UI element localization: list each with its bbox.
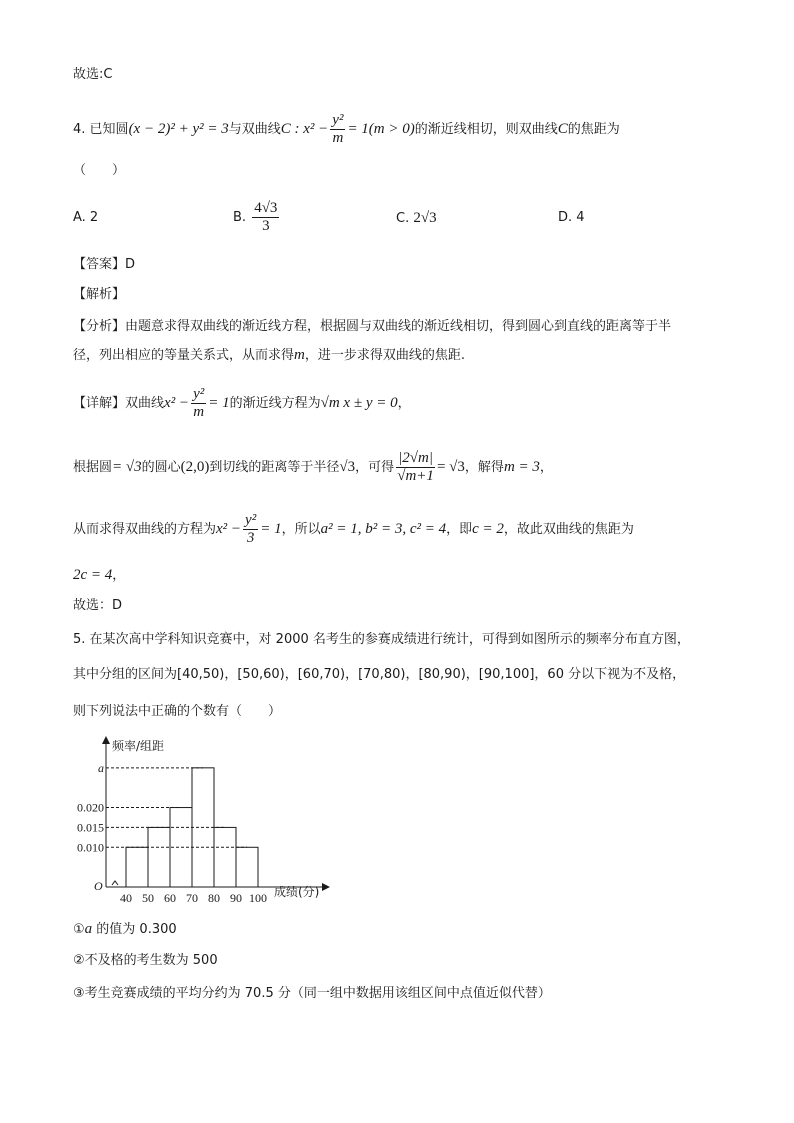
xj1-asymptote: √m x ± y = 0 bbox=[320, 395, 398, 411]
xj2-text-f: ， bbox=[539, 460, 553, 475]
x-tick-labels bbox=[120, 891, 267, 905]
xj2-text-d: ，可得 bbox=[355, 460, 395, 475]
q4-frac-num: y² bbox=[332, 112, 344, 128]
stmt1-text: 的值为 0.300 bbox=[92, 922, 177, 937]
q5-line-2: 其中分组的区间为[40,50)，[50,60)，[60,70)，[70,80)，[80,90)，[90,100]，60 分以下视为不及格， bbox=[73, 667, 686, 682]
xj2-eq-result: = √3 bbox=[436, 459, 465, 475]
xj3-values: a² = 1, b² = 3, c² = 4 bbox=[320, 521, 447, 537]
q5-statement-1 bbox=[73, 920, 177, 939]
y-tick-labels bbox=[77, 761, 104, 854]
q4-option-b-num: 4√3 bbox=[254, 200, 278, 216]
q5-line-3: 则下列说法中正确的个数有（ ） bbox=[73, 704, 282, 719]
xj1-eq-tail: = 1 bbox=[208, 395, 230, 411]
xj3-num: y² bbox=[245, 512, 257, 528]
q4-option-c-value: 2√3 bbox=[413, 210, 437, 226]
histogram-bars bbox=[126, 768, 258, 887]
y-tick-label-0: 0.010 bbox=[77, 840, 104, 855]
q4-option-b bbox=[233, 200, 281, 235]
axis-break-mark bbox=[112, 881, 118, 885]
xj1-eq: x² − bbox=[164, 395, 190, 411]
y-axis-label: 频率/组距 bbox=[112, 739, 165, 753]
xj2-m-value: m = 3 bbox=[503, 459, 540, 475]
y-tick-label-1: 0.015 bbox=[77, 820, 104, 835]
q4-number: 4. bbox=[73, 122, 86, 137]
q4-final-answer: 故选：D bbox=[73, 598, 123, 613]
y-tick-label-2: 0.020 bbox=[77, 800, 104, 815]
q4-fraction bbox=[330, 112, 345, 147]
fenxi-m: m bbox=[294, 347, 305, 363]
fenxi-line-2 bbox=[73, 346, 465, 365]
fenxi-tag: 【分析】 bbox=[73, 319, 126, 334]
xj3-eq-tail: = 1 bbox=[260, 521, 282, 537]
xj3-fraction bbox=[243, 512, 258, 547]
fenxi-text-2b: ，进一步求得双曲线的焦距. bbox=[304, 348, 465, 363]
bar-[90,100] bbox=[236, 847, 258, 887]
xj2-text-c: 到切线的距离等于半径 bbox=[209, 460, 340, 475]
x-tick-label-70: 70 bbox=[186, 891, 198, 905]
q4-stem-d: 的焦距为 bbox=[567, 122, 620, 137]
xiangjie-line-4 bbox=[73, 566, 125, 585]
fenxi-text-2a: 径，列出相应的等量关系式，从而求得 bbox=[73, 348, 295, 363]
x-tick-label-50: 50 bbox=[142, 891, 154, 905]
xj2-text-b: 的圆心 bbox=[141, 460, 181, 475]
xiangjie-line-2 bbox=[73, 450, 553, 485]
fenxi-line-1 bbox=[73, 318, 671, 336]
q4-option-b-fraction bbox=[252, 200, 279, 235]
prev-answer-line: 故选:C bbox=[73, 67, 113, 82]
frequency-histogram bbox=[68, 734, 348, 910]
bar-[50,60) bbox=[148, 827, 170, 887]
x-tick-label-40: 40 bbox=[120, 891, 132, 905]
xj3-eq: x² − bbox=[216, 521, 242, 537]
stmt1-marker: ① bbox=[73, 922, 85, 937]
xj3-text-a: 从而求得双曲线的方程为 bbox=[73, 522, 217, 537]
q4-c-label: C bbox=[557, 121, 568, 137]
bar-[80,90) bbox=[214, 827, 236, 887]
xj3-text-b: ，所以 bbox=[281, 522, 321, 537]
xj3-text-d: ，故此双曲线的焦距为 bbox=[503, 522, 634, 537]
q4-option-b-label: B. bbox=[233, 210, 247, 225]
xiangjie-line-3 bbox=[73, 512, 634, 547]
xj2-num: |2√m| bbox=[398, 450, 433, 466]
origin-label: O bbox=[94, 879, 103, 893]
q4-options bbox=[73, 200, 713, 242]
xj1-den: m bbox=[193, 404, 205, 420]
q4-option-a: A. 2 bbox=[73, 210, 99, 225]
q4-stem bbox=[73, 112, 620, 147]
xj2-center: (2,0) bbox=[180, 459, 210, 475]
xj3-text-c: ，即 bbox=[446, 522, 473, 537]
q4-frac-den: m bbox=[332, 130, 344, 146]
y-tick-label-3: a bbox=[98, 760, 104, 775]
xj2-eq: = √3 bbox=[112, 459, 142, 475]
xj3-c-value: c = 2 bbox=[472, 521, 504, 537]
x-tick-label-90: 90 bbox=[230, 891, 242, 905]
fenxi-text-1: 由题意求得双曲线的渐近线方程，根据圆与双曲线的渐近线相切，得到圆心到直线的距离等于半 bbox=[125, 319, 672, 334]
x-tick-label-60: 60 bbox=[164, 891, 176, 905]
xj1-text-a: 双曲线 bbox=[125, 396, 165, 411]
xiangjie-line-1 bbox=[73, 386, 411, 421]
q4-circle-eq: (x − 2)² + y² = 3 bbox=[128, 121, 229, 137]
q5-statement-3: ③考生竞赛成绩的平均分约为 70.5 分（同一组中数据用该组区间中点值近似代替） bbox=[73, 986, 551, 1001]
q4-hyperbola-name: C : x² − bbox=[280, 121, 329, 137]
x-tick-label-100: 100 bbox=[249, 891, 267, 905]
stmt1-var: a bbox=[84, 921, 93, 937]
x-axis-label: 成绩(分) bbox=[274, 885, 320, 899]
xj1-text-b: 的渐近线方程为 bbox=[229, 396, 321, 411]
bar-[40,50) bbox=[126, 847, 148, 887]
xiangjie-tag: 【详解】 bbox=[73, 396, 126, 411]
x-tick-label-80: 80 bbox=[208, 891, 220, 905]
xj3-den: 3 bbox=[246, 530, 255, 546]
xj2-text-a: 根据圆 bbox=[73, 460, 113, 475]
q4-option-c bbox=[396, 209, 437, 228]
xj2-den: √m+1 bbox=[397, 468, 434, 484]
q4-blank: （ ） bbox=[73, 163, 126, 178]
analysis-tag: 【解析】 bbox=[73, 287, 126, 302]
q4-option-d: D. 4 bbox=[558, 210, 585, 225]
q4-answer bbox=[73, 256, 135, 274]
q4-option-c-label: C. bbox=[396, 211, 410, 226]
q4-stem-a: 已知圆 bbox=[89, 122, 129, 137]
xj1-num: y² bbox=[193, 386, 205, 402]
q4-stem-b: 与双曲线 bbox=[228, 122, 281, 137]
q4-option-b-den: 3 bbox=[262, 218, 270, 234]
q5-line-1: 5. 在某次高中学科知识竞赛中，对 2000 名考生的参赛成绩进行统计，可得到如图所示的频率分布直方图， bbox=[73, 632, 690, 647]
q4-hyperbola-tail: = 1(m > 0) bbox=[347, 121, 415, 137]
xj4-tail: ， bbox=[112, 568, 126, 583]
answer-tag: 【答案】 bbox=[73, 257, 126, 272]
xj2-radius: √3 bbox=[339, 459, 356, 475]
xj2-text-e: ，解得 bbox=[464, 460, 504, 475]
answer-value: D bbox=[125, 257, 136, 272]
xj2-fraction bbox=[396, 450, 435, 485]
q4-stem-c: 的渐近线相切，则双曲线 bbox=[414, 122, 558, 137]
xj4-focal-length: 2c = 4 bbox=[73, 567, 113, 583]
xj1-fraction bbox=[191, 386, 206, 421]
xj1-text-c: ， bbox=[397, 396, 411, 411]
q5-statement-2: ②不及格的考生数为 500 bbox=[73, 953, 218, 968]
